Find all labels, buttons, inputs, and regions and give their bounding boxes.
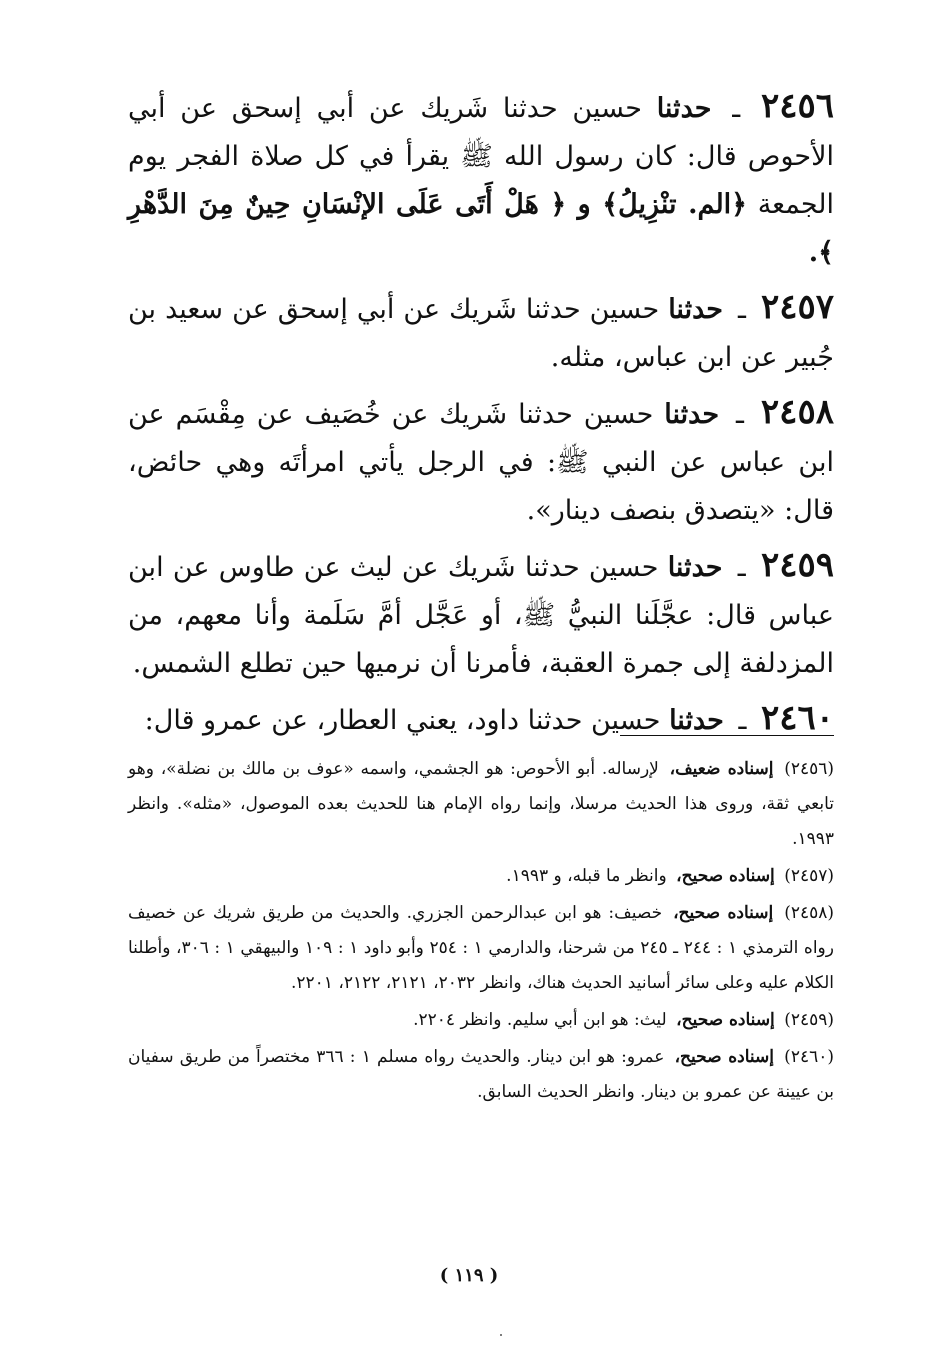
footnote-text: وانظر ما قبله، و ١٩٩٣.	[506, 866, 667, 886]
footnote-ref: (٢٤٦٠)	[784, 1047, 834, 1067]
footnote-ref: (٢٤٥٧)	[784, 866, 834, 886]
footnote-grade: إسناده صحيح،	[674, 1047, 774, 1067]
footnote-text: لإرساله. أبو الأحوص: هو الجشمي، واسمه «عوف بن مالك بن نضلة»، وهو تابعي ثقة، وروى هذا الحديث مرسلا، وإنما رواه الإمام هنا للحديث بعده الموصول، «مثله». وانظر ١٩٩٣.	[128, 759, 834, 849]
main-text	[128, 82, 834, 751]
hadith-text: حسين حدثنا شَريك عن أبي إسحق عن سعيد بن جُبير عن ابن عباس، مثله.	[128, 294, 834, 373]
footnotes	[128, 752, 834, 1112]
page-number: ( ١١٩ )	[439, 1265, 499, 1286]
footnote-2457	[128, 859, 834, 894]
hadith-quote: ﴿الم. تنْزِيلُ﴾ و ﴿ هَلْ أَتَى عَلَى الإنْسَانِ حِينٌ مِنَ الدَّهْرِ ﴾.	[128, 189, 834, 268]
footnote-grade: إسناده ضعيف،	[669, 759, 774, 779]
footnote-text: ليث: هو ابن أبي سليم. وانظر ٢٢٠٤.	[413, 1010, 667, 1030]
hadith-dash: ـ	[738, 294, 746, 325]
footnote-2460	[128, 1040, 834, 1110]
hadith-haddathana: حدثنا	[656, 93, 712, 124]
hadith-dash: ـ	[736, 399, 744, 430]
footnote-ref: (٢٤٥٨)	[784, 903, 835, 923]
footnote-2458	[128, 896, 834, 1001]
hadith-text: حسين حدثنا داود، يعني العطار، عن عمرو قال:	[144, 705, 661, 736]
hadith-dash: ـ	[732, 93, 741, 124]
hadith-2460	[128, 694, 834, 745]
hadith-2456	[128, 82, 834, 277]
hadith-2458	[128, 388, 834, 535]
footnote-divider	[620, 735, 834, 736]
footnote-2456	[128, 752, 834, 857]
hadith-text: حسين حدثنا شَريك عن ليث عن طاوس عن ابن عباس قال: عجَّلَنا النبيُّ ﷺ، أو عَجَّل أمَّ سَلَمة وأنا معهم، من المزدلفة إلى جمرة العقبة، فأمرنا أن نرميها حين تطلع الشمس.	[128, 552, 834, 679]
hadith-dash: ـ	[737, 552, 746, 583]
hadith-haddathana: حدثنا	[669, 705, 724, 736]
footnote-text: خصيف: هو ابن عبدالرحمن الجزري. والحديث من طريق شريك عن خصيف رواه الترمذي ١ : ٢٤٤ ـ ٢٤٥ من شرحنا، والدارمي ١ : ٢٥٤ وأبو داود ١ : ١٠٩ والبيهقي ١ : ٣٠٦، وأطلنا الكلام عليه وعلى سائر أسانيد الحديث هناك، وانظر ٢٠٣٢، ٢١٢١، ٢١٢٢، ٢٢٠١.	[128, 903, 834, 993]
footnote-grade: إسناده صحيح،	[673, 903, 774, 923]
hadith-number: ٢٤٥٧	[760, 287, 834, 327]
hadith-number: ٢٤٦٠	[760, 698, 834, 738]
scan-speck	[500, 1334, 502, 1336]
hadith-text: حسين حدثنا شَريك عن أبي إسحق عن أبي الأحوص قال: كان رسول الله ﷺ يقرأ في كل صلاة الفجر يوم الجمعة	[128, 93, 834, 220]
hadith-number: ٢٤٥٦	[760, 86, 834, 126]
footnote-grade: إسناده صحيح،	[676, 1010, 775, 1030]
footnote-grade: إسناده صحيح،	[676, 866, 775, 886]
hadith-number: ٢٤٥٩	[760, 545, 834, 585]
hadith-haddathana: حدثنا	[664, 399, 720, 430]
footnote-text: عمرو: هو ابن دينار. والحديث رواه مسلم ١ : ٣٦٦ مختصراً من طريق سفيان بن عيينة عن عمرو بن دينار. وانظر الحديث السابق.	[128, 1047, 834, 1102]
hadith-dash: ـ	[738, 705, 747, 736]
footnote-ref: (٢٤٥٩)	[784, 1010, 834, 1030]
hadith-number: ٢٤٥٨	[760, 392, 834, 432]
hadith-2459	[128, 541, 834, 688]
hadith-text: حسين حدثنا شَريك عن خُصَيف عن مِقْسَم عن ابن عباس عن النبي ﷺ: في الرجل يأتي امرأتَه وهي حائض، قال: «يتصدق بنصف دينار».	[128, 399, 834, 526]
hadith-haddathana: حدثنا	[667, 552, 723, 583]
hadith-2457	[128, 283, 834, 382]
footnote-ref: (٢٤٥٦)	[784, 759, 834, 779]
hadith-haddathana: حدثنا	[668, 294, 723, 325]
footnote-2459	[128, 1003, 834, 1038]
